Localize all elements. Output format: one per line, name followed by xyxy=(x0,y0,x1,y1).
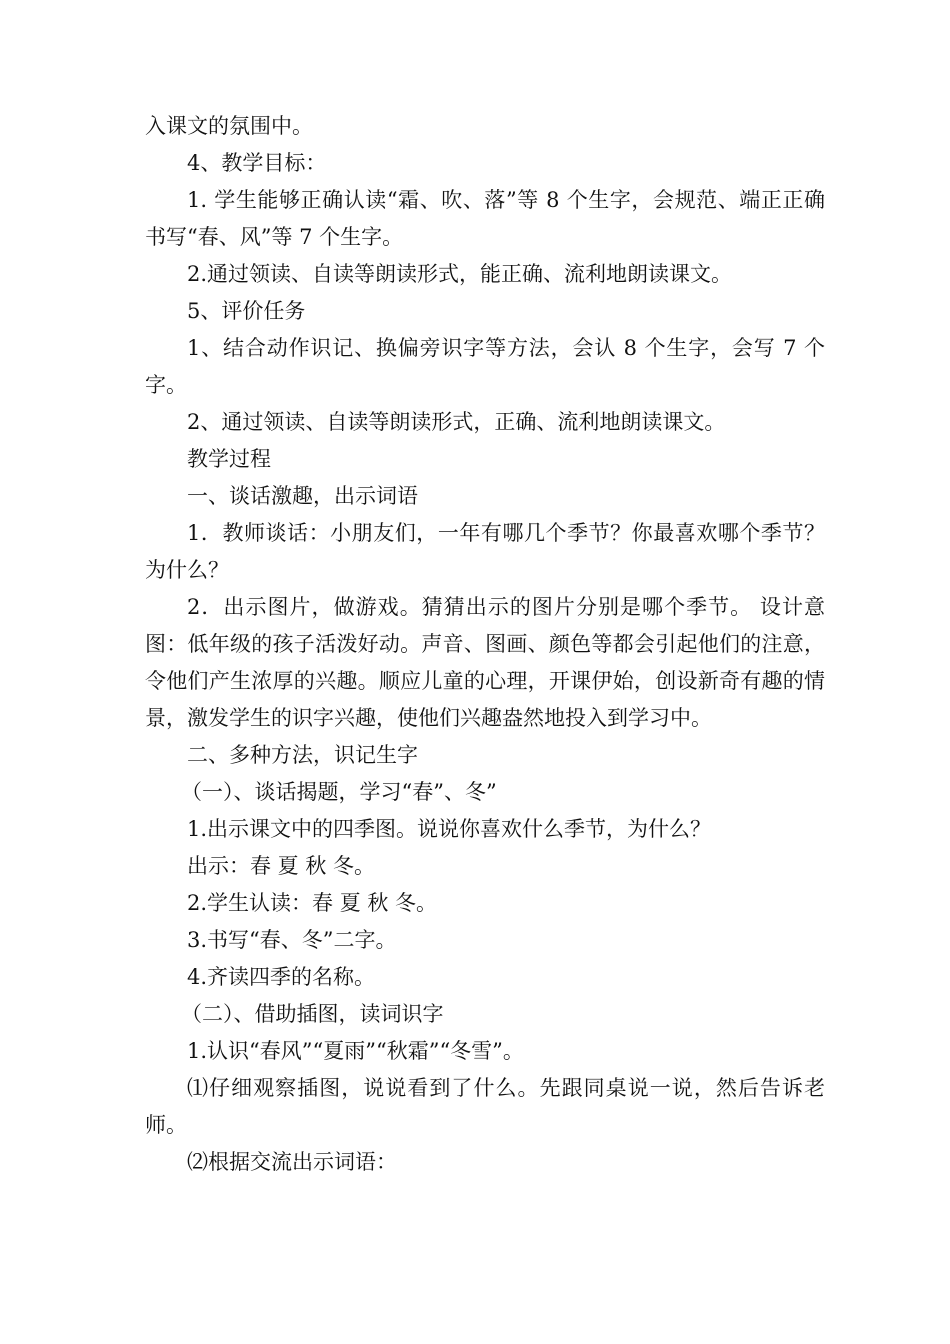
paragraph-22: ⑵根据交流出示词语： xyxy=(187,1150,397,1174)
paragraph-21: ⑴仔细观察插图，说说看到了什么。先跟同桌说一说，然后告诉老师。 xyxy=(145,1076,825,1137)
paragraph-15: 出示：春 夏 秋 冬。 xyxy=(187,854,376,878)
document-page xyxy=(145,108,825,1181)
paragraph-10: 1．教师谈话：小朋友们，一年有哪几个季节？你最喜欢哪个季节？为什么？ xyxy=(145,521,825,582)
paragraph-19: （二）、借助插图，读词识字 xyxy=(181,1002,444,1026)
paragraph-18: 4.齐读四季的名称。 xyxy=(187,965,376,989)
paragraph-4: 2.通过领读、自读等朗读形式，能正确、流利地朗读课文。 xyxy=(187,262,733,286)
paragraph-2: 4、教学目标： xyxy=(187,151,327,175)
paragraph-20: 1.认识“春风”“夏雨”“秋霜”“冬雪”。 xyxy=(187,1039,524,1063)
paragraph-1: 入课文的氛围中。 xyxy=(145,114,313,138)
paragraph-5: 5、评价任务 xyxy=(187,299,306,323)
paragraph-9: 一、谈话激趣，出示词语 xyxy=(187,484,418,508)
paragraph-16: 2.学生认读：春 夏 秋 冬。 xyxy=(187,891,438,915)
paragraph-7: 2、通过领读、自读等朗读形式，正确、流利地朗读课文。 xyxy=(187,410,726,434)
paragraph-11: 2．出示图片，做游戏。猜猜出示的图片分别是哪个季节。 设计意图：低年级的孩子活泼好动。声音、图画、颜色等都会引起他们的注意，令他们产生浓厚的兴趣。顺应儿童的心理，开课伊始，创设新奇有趣的情景，激发学生的识字兴趣，使他们兴趣盎然地投入到学习中。 xyxy=(145,595,825,730)
paragraph-12: 二、多种方法，识记生字 xyxy=(187,743,418,767)
paragraph-8: 教学过程 xyxy=(187,447,271,471)
paragraph-17: 3.书写“春、冬”二字。 xyxy=(187,928,397,952)
paragraph-13: （一）、谈话揭题，学习“春”、冬” xyxy=(181,780,497,804)
paragraph-6: 1、结合动作识记、换偏旁识字等方法，会认 8 个生字，会写 7 个字。 xyxy=(145,336,826,397)
paragraph-3: 1. 学生能够正确认读“霜、吹、落”等 8 个生字，会规范、端正正确书写“春、风”等 7 个生字。 xyxy=(145,188,825,249)
paragraph-14: 1.出示课文中的四季图。说说你喜欢什么季节，为什么？ xyxy=(187,817,712,841)
